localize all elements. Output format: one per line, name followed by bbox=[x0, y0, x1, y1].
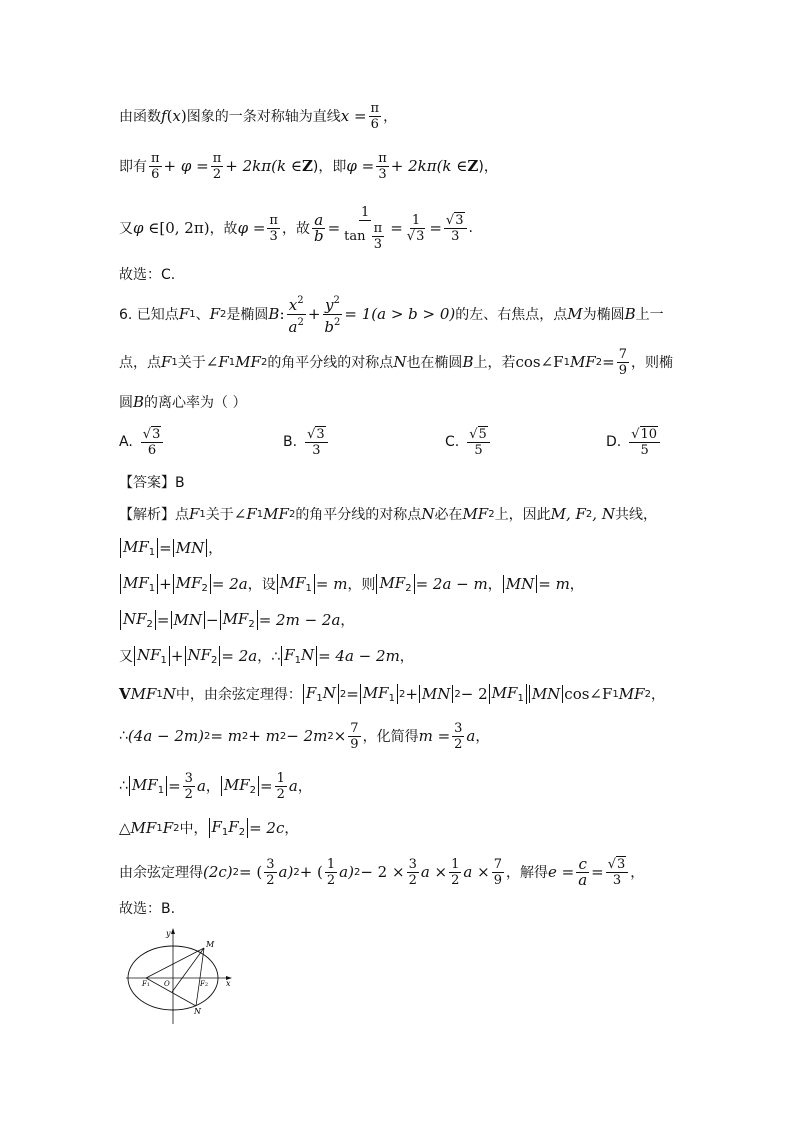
option-b[interactable]: B. $\frac{√3}{3}$ bbox=[283, 422, 330, 462]
answer-c-line: 故选：C. bbox=[119, 267, 176, 283]
analysis-line4: $NF_2$ = MN − $MF_2$ = 2m − 2a ， bbox=[119, 600, 354, 640]
label-m: M bbox=[206, 940, 215, 949]
option-c[interactable]: C. $\frac{√5}{5}$ bbox=[445, 422, 492, 462]
label-o: O bbox=[164, 980, 170, 988]
analysis-line1: 【解析】点 F 1 关于 ∠F 1 MF 2 的角平分线的对称点 N 必在 MF 2 上，因此 M, F 2 , N 共线， bbox=[119, 505, 657, 523]
line-symmetry-axis: 由函数 f ( x ) 图象的一条对称轴为直线 x = $\frac{\pi}{6}$ ， bbox=[119, 100, 398, 132]
label-f1: F1 bbox=[142, 980, 151, 988]
fraction: $\frac{1}{√3}$ bbox=[406, 212, 425, 244]
label-n: N bbox=[194, 1007, 201, 1016]
fraction: 1 tan $\frac{\pi}{3}$ bbox=[344, 204, 383, 252]
question-6-line2: 点，点 F 1 关于 ∠F 1 MF 2 的角平分线的对称点 N 也在椭圆 B 上，若 cos∠F 1 MF 2 = $\frac{7}{9}$ ，则椭 bbox=[119, 346, 673, 378]
text: 即有 bbox=[119, 159, 147, 175]
answer-b-line: 故选：B. bbox=[119, 901, 176, 917]
fraction: $\frac{\pi}{3}$ bbox=[269, 212, 278, 244]
fraction: $\frac{\pi}{6}$ bbox=[151, 150, 160, 182]
math-x: x bbox=[172, 107, 181, 125]
segment-f1-m bbox=[146, 948, 204, 978]
fraction: $\frac{\pi}{6}$ bbox=[370, 100, 380, 132]
analysis-line9: △ MF 1 F 2 中， $F_1F_2$ = 2c ， bbox=[119, 818, 299, 838]
analysis-line2: $MF_1$ = MN ， bbox=[119, 528, 222, 568]
fraction: $\frac{x^2}{a^2}$ bbox=[288, 294, 304, 336]
math-f: f bbox=[161, 107, 167, 125]
analysis-line3: $MF_1$ + $MF_2$ = 2a ，设 $MF_1$ = m ，则 $MF_2$ = 2a − m ， MN = m ， bbox=[119, 564, 584, 604]
text: 由函数 bbox=[119, 109, 161, 125]
option-a[interactable]: A. $\frac{√3}{6}$ bbox=[119, 422, 165, 462]
fraction: $\frac{√3}{3}$ bbox=[444, 213, 467, 244]
math-eq: x = bbox=[340, 107, 367, 125]
label-y: y bbox=[166, 929, 171, 938]
analysis-line5: 又 $NF_1$ + $NF_2$ = 2a ，∴ $F_1N$ = 4a − 2m ， bbox=[119, 646, 414, 666]
segment-f1-n bbox=[146, 978, 196, 1006]
fraction: $\frac{a}{b}$ bbox=[313, 210, 324, 245]
fraction: $\frac{y^2}{b^2}$ bbox=[324, 294, 341, 336]
analysis-line10: 由余弦定理得 (2c) 2 = ( $\frac{3}{2}$ a) 2 + ( $\frac{1}{2}$ a) 2 − 2 × $\frac{3}{2}$ a × $\frac{1}{2}$ a × $\frac{7}{9}$ ，解得 e = $\frac{c}{a}$ = $\frac{√3}{3}$ ， bbox=[119, 854, 645, 889]
analysis-line7: ∴ (4a − 2m) 2 = m 2 + m 2 − 2m 2 × $\frac{7}{9}$ ，化简得 m = $\frac{3}{2}$ a ， bbox=[119, 720, 490, 752]
fraction: $\frac{\pi}{2}$ bbox=[212, 150, 222, 182]
ellipse-figure bbox=[120, 926, 240, 1026]
analysis-line8: ∴ $MF_1$ = $\frac{3}{2}$ a ， $MF_2$ = $\frac{1}{2}$ a ， bbox=[119, 770, 312, 802]
fraction: $\frac{7}{9}$ bbox=[618, 346, 627, 378]
y-axis-arrow bbox=[171, 928, 175, 934]
question-6-line1: 6. 已知点 F 1 、 F 2 是椭圆 B : $\frac{x^2}{a^2}$ + $\frac{y^2}{b^2}$ = 1(a > b > 0) 的左、右焦点，点 M 为椭圆 B 上一 bbox=[119, 294, 664, 336]
line-phi-equation: 即有 $\frac{\pi}{6}$ + φ = $\frac{\pi}{2}$ + 2kπ (k ∈ Z )，即 φ = $\frac{\pi}{3}$ + 2kπ (k ∈ Z )， bbox=[119, 150, 498, 182]
line-phi-value: 又 φ ∈ [0, 2π) ，故 φ = $\frac{\pi}{3}$ ，故 $\frac{a}{b}$ = 1 tan $\frac{\pi}{3}$ = $\frac{1}{√3}$ = $\frac{√3}{3}$ . bbox=[119, 204, 473, 252]
answer-label: 【答案】B bbox=[119, 475, 185, 491]
fraction: $\frac{\pi}{3}$ bbox=[378, 150, 387, 182]
label-x: x bbox=[226, 979, 231, 988]
options-row bbox=[0, 422, 794, 462]
question-6-line3: 圆 B 的离心率为（ ） bbox=[119, 393, 247, 411]
label-f2: F2 bbox=[200, 980, 209, 988]
text: 图象的一条对称轴为直线 bbox=[186, 109, 341, 125]
option-d[interactable]: D. $\frac{√10}{5}$ bbox=[606, 422, 662, 462]
analysis-line6: V MF 1 N 中，由余弦定理得： $F_1N$ 2 = $MF_1$ 2 + MN 2 − 2 $MF_1$ MN cos∠F 1 MF 2 ， bbox=[119, 684, 665, 704]
